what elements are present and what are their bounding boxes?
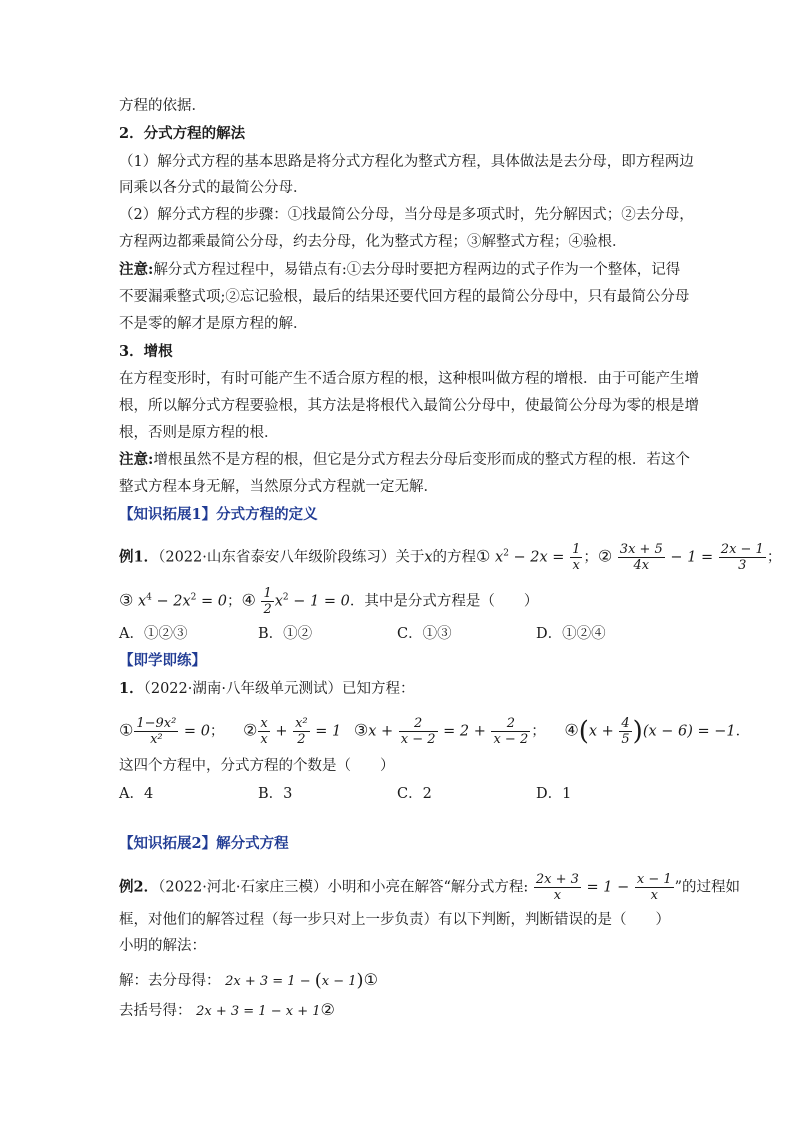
paragraph: 根，所以解分式方程要验根，其方法是将根代入最简公分母中，使最简公分母为零的根是增 xyxy=(119,398,699,414)
extension-title: 【知识拓展2】解分式方程 xyxy=(119,835,289,852)
section-title: 2．分式方程的解法 xyxy=(119,125,246,142)
paragraph: 同乘以各分式的最简公分母． xyxy=(119,180,308,196)
extension-title: 【知识拓展1】分式方程的定义 xyxy=(119,506,318,523)
option-b: B．①② xyxy=(258,626,313,642)
paragraph: 这四个方程中，分式方程的个数是（ ） xyxy=(119,758,395,774)
example-1-line: 例1．（2022·山东省泰安八年级阶段练习）关于x的方程① $x^2 - 2x$ = $\frac{1}{x}$ ；② $\frac{3x + 5}{4x}$ − 1 = $\frac{2x - 1}{3}$ ； xyxy=(119,542,782,573)
example-1-line2: ③ $x^4 - 2x^2 = 0$；④ $\frac{1}{2}$ $x^2 - 1 = 0$．其中是分式方程是（ ） xyxy=(119,586,539,617)
option-c: C．①③ xyxy=(397,626,452,642)
paragraph: 根，否则是原方程的根． xyxy=(119,425,279,441)
note-label: 注意: xyxy=(119,451,154,468)
section-title: 3．增根 xyxy=(119,343,173,360)
paragraph: （2）解分式方程的步骤：①找最简公分母，当分母是多项式时，先分解因式；②去分母， xyxy=(119,207,694,223)
paragraph: （1）解分式方程的基本思路是将分式方程化为整式方程，具体做法是去分母，即方程两边 xyxy=(119,154,694,170)
practice-equations: ① $\frac{\text{1−9x²}}{\text{x²}}$ = 0； ② $\frac{x}{x}$ + $\frac{\text{x²}}{2}$ = 1 ③x + $\frac{2}{x - 2}$ = 2 + $\frac{2}{x - 2}$ ； ④(x + $\frac{4}{5}$ )(x − 6) = −1． xyxy=(119,716,751,747)
paragraph: 小明的解法： xyxy=(119,938,206,954)
note-line: 注意:增根虽然不是方程的根，但它是分式方程去分母后变形而成的整式方程的根．若这个 xyxy=(119,451,690,468)
note-line: 注意:解分式方程过程中，易错点有:①去分母时要把方程两边的式子作为一个整体，记得 xyxy=(119,261,681,278)
paragraph: 框，对他们的解答过程（每一步只对上一步负责）有以下判断，判断错误的是（ ） xyxy=(119,912,670,928)
solution-step-1: 解：去分母得： 2x + 3 = 1 − (x − 1)① xyxy=(119,970,378,991)
paragraph: 在方程变形时，有时可能产生不适合原方程的根，这种根叫做方程的增根．由于可能产生增 xyxy=(119,371,699,387)
option-d: D．1 xyxy=(536,786,572,802)
option-a: A．4 xyxy=(119,786,154,802)
solution-step-2: 去括号得： 2x + 3 = 1 − x + 1② xyxy=(119,1000,335,1019)
option-d: D．①②④ xyxy=(536,626,606,642)
example-2-line: 例2．（2022·河北·石家庄三模）小明和小亮在解答“解分式方程: $\frac{2x + 3}{x}$ = 1 − $\frac{x - 1}{x}$ ”的过程如 xyxy=(119,872,741,903)
paragraph: 不是零的解才是原方程的解． xyxy=(119,316,308,332)
practice-1-line: 1．（2022·湖南·八年级单元测试）已知方程： xyxy=(119,680,415,697)
paragraph: 整式方程本身无解，当然原分式方程就一定无解． xyxy=(119,479,438,495)
paragraph: 方程的依据． xyxy=(119,98,206,114)
paragraph: 方程两边都乘最简公分母，约去分母，化为整式方程；③解整式方程；④验根． xyxy=(119,234,627,250)
note-label: 注意: xyxy=(119,261,154,278)
option-b: B．3 xyxy=(258,786,293,802)
paragraph: 不要漏乘整式项;②忘记验根，最后的结果还要代回方程的最简公分母中，只有最简公分母 xyxy=(119,289,690,305)
option-c: C．2 xyxy=(397,786,432,802)
practice-title: 【即学即练】 xyxy=(119,652,206,669)
option-a: A．①②③ xyxy=(119,626,188,642)
